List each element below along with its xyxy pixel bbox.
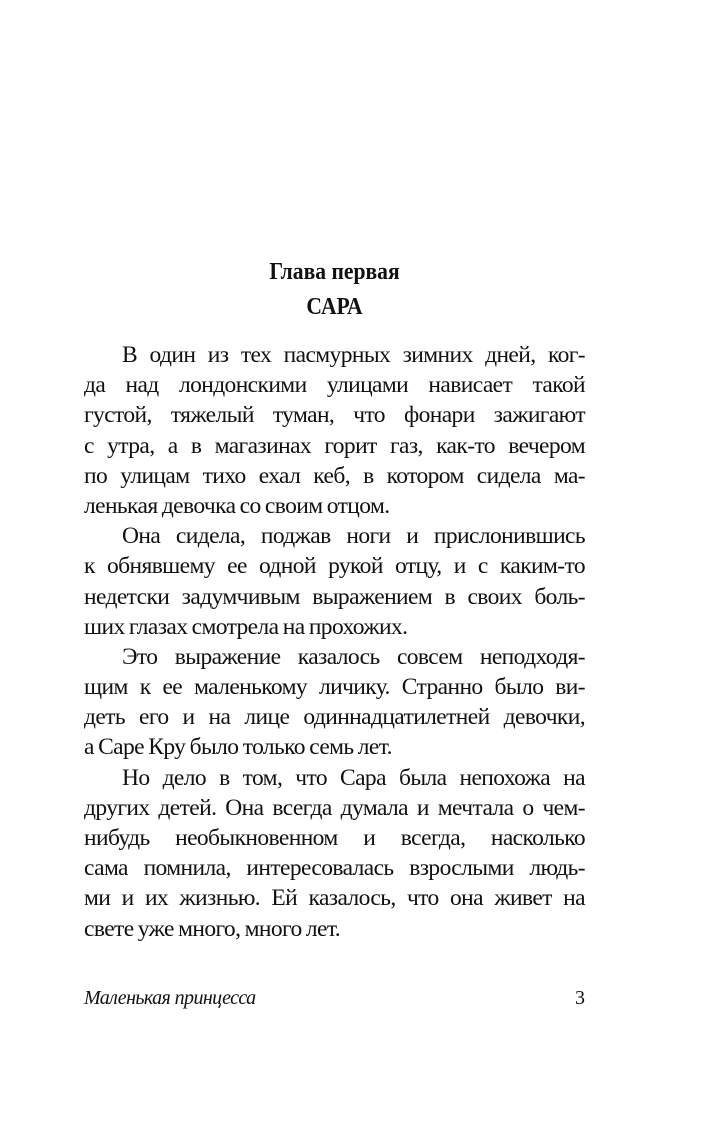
text-line: щим к ее маленькому личику. Странно было ви- <box>84 674 585 701</box>
text-line: нибудь необыкновенном и всегда, насколько <box>84 825 585 851</box>
text-line: ленькая девочка со своим отцом. <box>84 492 390 519</box>
text-line: сама помнила, интересовалась взрослыми людь- <box>84 855 585 882</box>
paragraph <box>84 763 585 944</box>
text-line: по улицам тихо ехал кеб, в котором сидела ма- <box>84 462 585 489</box>
text-line: свете уже много, много лет. <box>84 915 341 942</box>
text-line: ших глазах смотрела на прохожих. <box>84 613 408 640</box>
text-line: Она сидела, поджав ноги и прислонившись <box>122 523 585 550</box>
text-line: деть его и на лице одиннадцатилетней девочки, <box>84 704 585 731</box>
text-line: недетски задумчивым выражением в своих боль- <box>84 583 585 610</box>
text-line: густой, тяжелый туман, что фонари зажигают <box>84 402 585 429</box>
text-line: ми и их жизнью. Ей казалось, что она живет на <box>84 885 585 912</box>
page-number: 3 <box>575 987 585 1009</box>
text-line: к обнявшему ее одной рукой отцу, и с каким-то <box>84 553 585 580</box>
chapter-body <box>84 340 585 944</box>
text-line: других детей. Она всегда думала и мечтала о чем- <box>84 794 585 821</box>
text-line: В один из тех пасмурных зимних дней, ког- <box>122 342 585 368</box>
text-line: Но дело в том, что Сара была непохожа на <box>122 764 585 791</box>
text-line: да над лондонскими улицами нависает такой <box>84 372 585 399</box>
chapter-title: САРА <box>306 294 363 320</box>
running-footer-title: Маленькая принцесса <box>84 987 256 1009</box>
paragraph <box>84 521 585 642</box>
paragraph <box>84 642 585 763</box>
text-line: с утра, а в магазинах горит газ, как-то вечером <box>84 432 585 459</box>
chapter-number: Глава первая <box>269 259 400 285</box>
text-line: Это выражение казалось совсем неподходя- <box>122 643 585 670</box>
text-line: а Саре Кру было только семь лет. <box>84 734 392 761</box>
paragraph <box>84 340 585 521</box>
